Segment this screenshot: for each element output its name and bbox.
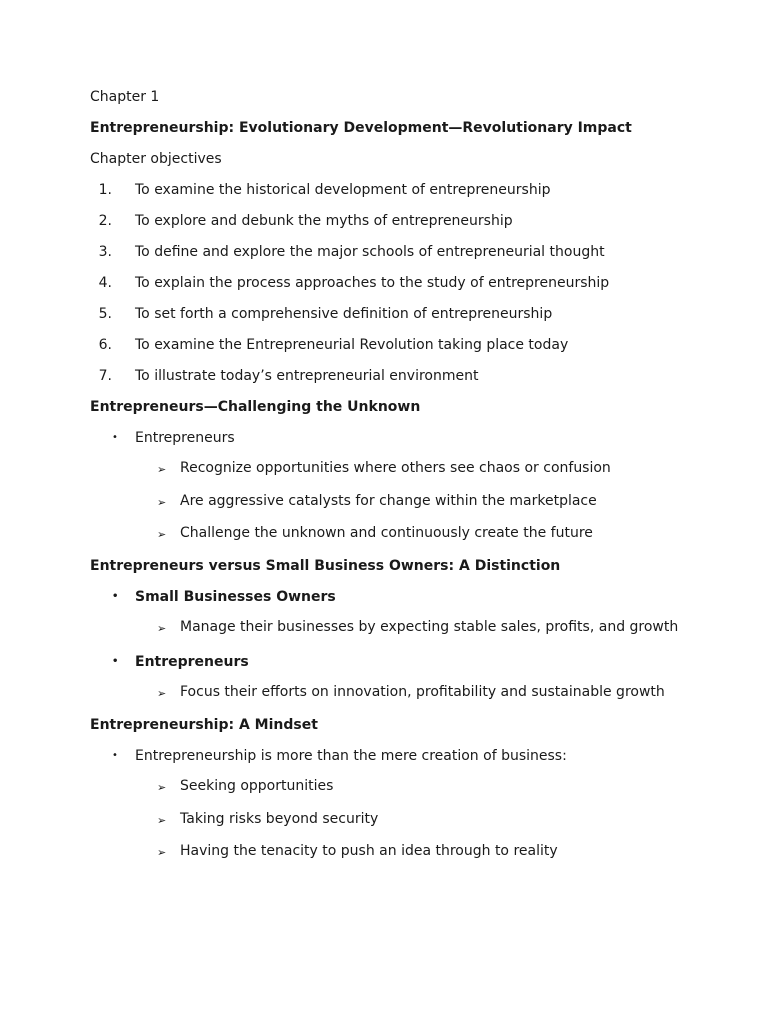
arrow-bullet-icon: ➢	[157, 813, 167, 827]
objective-item	[90, 180, 730, 211]
sub-item-text: Taking risks beyond security	[180, 810, 379, 827]
objective-item	[90, 211, 730, 242]
bullet-text: Entrepreneurs	[135, 430, 235, 446]
objective-item	[90, 304, 730, 335]
chapter-title: Entrepreneurship: Evolutionary Development—Revolutionary Impact	[90, 120, 632, 136]
bullet-text: Entrepreneurship is more than the mere creation of business:	[135, 747, 567, 764]
sub-item-text: Focus their efforts on innovation, profitability and sustainable growth	[180, 683, 665, 700]
list-number: 2.	[98, 213, 112, 229]
objective-text: To examine the Entrepreneurial Revolution taking place today	[135, 337, 569, 353]
objective-text: To define and explore the major schools of entrepreneurial thought	[135, 244, 605, 260]
document-page	[90, 87, 730, 876]
section-heading: Entrepreneurs versus Small Business Owners: A Distinction	[90, 558, 561, 574]
sub-item-text: Having the tenacity to push an idea through to reality	[180, 843, 558, 859]
objective-text: To explore and debunk the myths of entrepreneurship	[135, 213, 513, 229]
sub-item	[90, 619, 730, 652]
sub-item-text: Challenge the unknown and continuously create the future	[180, 525, 593, 541]
sub-item	[90, 684, 730, 715]
sub-item	[90, 460, 730, 493]
list-number: 6.	[98, 337, 112, 353]
arrow-bullet-icon: ➢	[157, 463, 167, 476]
arrow-bullet-icon: ➢	[157, 686, 167, 700]
bullet-item	[90, 428, 730, 460]
sub-item-text: Seeking opportunities	[180, 777, 334, 794]
objectives-heading: Chapter objectives	[90, 151, 222, 167]
chapter-label: Chapter 1	[90, 89, 160, 105]
objective-text: To examine the historical development of entrepreneurship	[135, 182, 551, 198]
objective-text: To illustrate today’s entrepreneurial environment	[135, 368, 479, 384]
list-number: 3.	[98, 244, 112, 260]
bullet-icon: •	[112, 655, 119, 667]
bullet-item	[90, 587, 730, 619]
objective-text: To explain the process approaches to the study of entrepreneurship	[135, 275, 610, 291]
list-number: 7.	[98, 368, 112, 384]
section-heading: Entrepreneurship: A Mindset	[90, 716, 318, 733]
objective-item	[90, 366, 730, 397]
bullet-icon: •	[112, 591, 119, 602]
section-heading: Entrepreneurs—Challenging the Unknown	[90, 399, 421, 415]
sub-item	[90, 525, 730, 556]
objective-item	[90, 242, 730, 273]
bullet-item	[90, 746, 730, 778]
bullet-text: Entrepreneurs	[135, 653, 249, 670]
arrow-bullet-icon: ➢	[157, 622, 167, 635]
sub-item-text: Recognize opportunities where others see chaos or confusion	[180, 460, 611, 476]
arrow-bullet-icon: ➢	[157, 780, 167, 794]
bullet-text: Small Businesses Owners	[135, 589, 336, 605]
sub-item	[90, 778, 730, 811]
arrow-bullet-icon: ➢	[157, 846, 167, 859]
bullet-icon: •	[112, 432, 118, 443]
bullet-icon: •	[112, 749, 118, 761]
objective-text: To set forth a comprehensive definition of entrepreneurship	[135, 306, 553, 322]
list-number: 5.	[98, 306, 112, 322]
arrow-bullet-icon: ➢	[157, 495, 167, 509]
bullet-item	[90, 652, 730, 684]
sub-item-text: Are aggressive catalysts for change within the marketplace	[180, 492, 597, 509]
objective-item	[90, 273, 730, 304]
list-number: 4.	[98, 275, 112, 291]
sub-item	[90, 493, 730, 526]
list-number: 1.	[98, 182, 112, 198]
objectives-list	[90, 180, 730, 397]
sub-item	[90, 843, 730, 876]
objective-item	[90, 335, 730, 366]
arrow-bullet-icon: ➢	[157, 528, 167, 541]
sub-item	[90, 811, 730, 844]
sub-item-text: Manage their businesses by expecting stable sales, profits, and growth	[180, 619, 679, 635]
